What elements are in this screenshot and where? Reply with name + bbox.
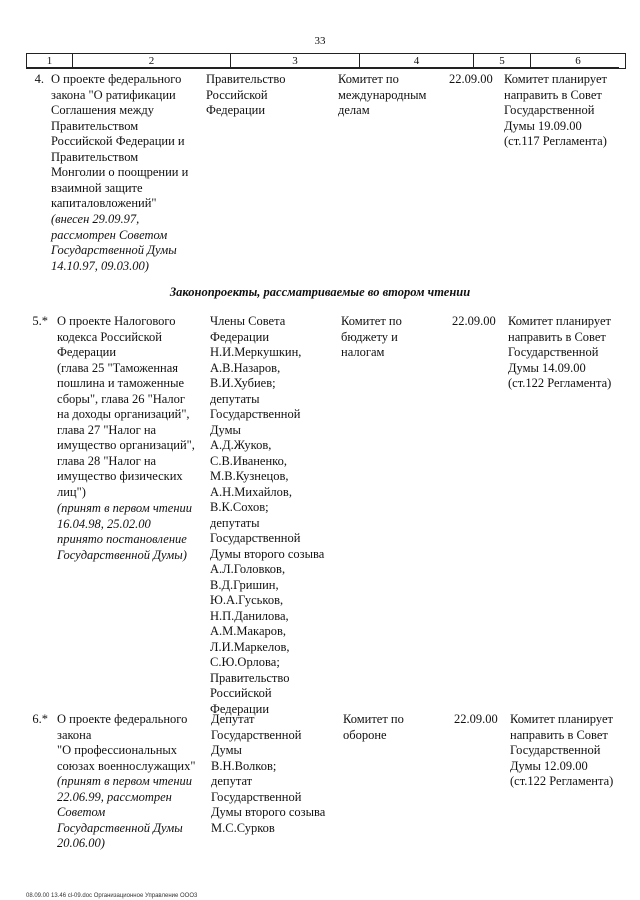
committee-plan: Комитет планирует направить в Совет Государственной Думы 14.09.00 (ст.122 Регламента) <box>508 314 612 390</box>
column-number: 4 <box>360 54 474 69</box>
bill-title: О проекте федерального закона "О ратификации Соглашения между Правительством Российской Федерации и Правительством Монголии о поощрении и взаимной защите капиталовложений" <box>51 72 189 210</box>
bill-author: Депутат Государственной Думы В.Н.Волков; депутат Государственной Думы второго созыва М.С.Сурков <box>211 712 326 835</box>
committee-plan: Комитет планирует направить в Совет Государственной Думы 19.09.00 (ст.117 Регламента) <box>504 72 607 148</box>
header-bottom-rule <box>26 67 619 68</box>
document-footer: 08.09.00 13.46 cl-09.doc Организационное Управление ООО3 <box>26 893 198 899</box>
responsible-committee: Комитет по обороне <box>343 712 404 742</box>
committee-plan: Комитет планирует направить в Совет Государственной Думы 12.09.00 (ст.122 Регламента) <box>510 712 614 788</box>
bill-author: Правительство Российской Федерации <box>206 72 286 117</box>
column-number: 3 <box>231 54 360 69</box>
review-date: 22.09.00 <box>452 314 496 328</box>
bill-status-note: (принят в первом чтении 22.06.99, рассмотрен Советом Государственной Думы 20.06.00) <box>57 774 193 850</box>
review-date: 22.09.00 <box>454 712 498 726</box>
bill-status-note: (внесен 29.09.97, рассмотрен Советом Государственной Думы 14.10.97, 09.03.00) <box>51 212 177 273</box>
review-date: 22.09.00 <box>449 72 493 86</box>
responsible-committee: Комитет по бюджету и налогам <box>341 314 402 359</box>
responsible-committee: Комитет по международным делам <box>338 72 427 117</box>
column-number: 1 <box>27 54 73 69</box>
section-heading: Законопроекты, рассматриваемые во втором чтении <box>169 285 471 299</box>
bill-title: О проекте Налогового кодекса Российской Федерации (глава 25 "Таможенная пошлина и таможенные сборы", глава 26 "Налог на доходы организаций", глава 27 "Налог на имущество организаций", глава 28 "Налог на имущество физических лиц") <box>57 314 195 499</box>
column-number: 6 <box>531 54 626 69</box>
row-number: 5.* <box>32 314 48 328</box>
bill-title: О проекте федерального закона "О профессиональных союзах военнослужащих" <box>57 712 196 773</box>
page-number: 33 <box>314 35 326 47</box>
column-number: 5 <box>474 54 531 69</box>
bill-status-note: (принят в первом чтении 16.04.98, 25.02.00 принято постановление Государственной Думы) <box>57 501 193 562</box>
row-number: 6.* <box>32 712 48 726</box>
bill-author: Члены Совета Федерации Н.И.Меркушкин, А.В.Назаров, В.И.Хубиев; депутаты Государственной Думы А.Д.Жуков, С.В.Иваненко, М.В.Кузнецов, А.Н.Михайлов, В.К.Сохов; депутаты Государственной Думы второго созыва А.Л.Головков, В.Д.Гришин, Ю.А.Гуськов, Н.П.Данилова, А.М.Макаров, Л.И.Маркелов, С.Ю.Орлова; Правительство Российской Федерации <box>210 314 325 716</box>
column-number: 2 <box>73 54 231 69</box>
row-number: 4. <box>34 72 44 86</box>
